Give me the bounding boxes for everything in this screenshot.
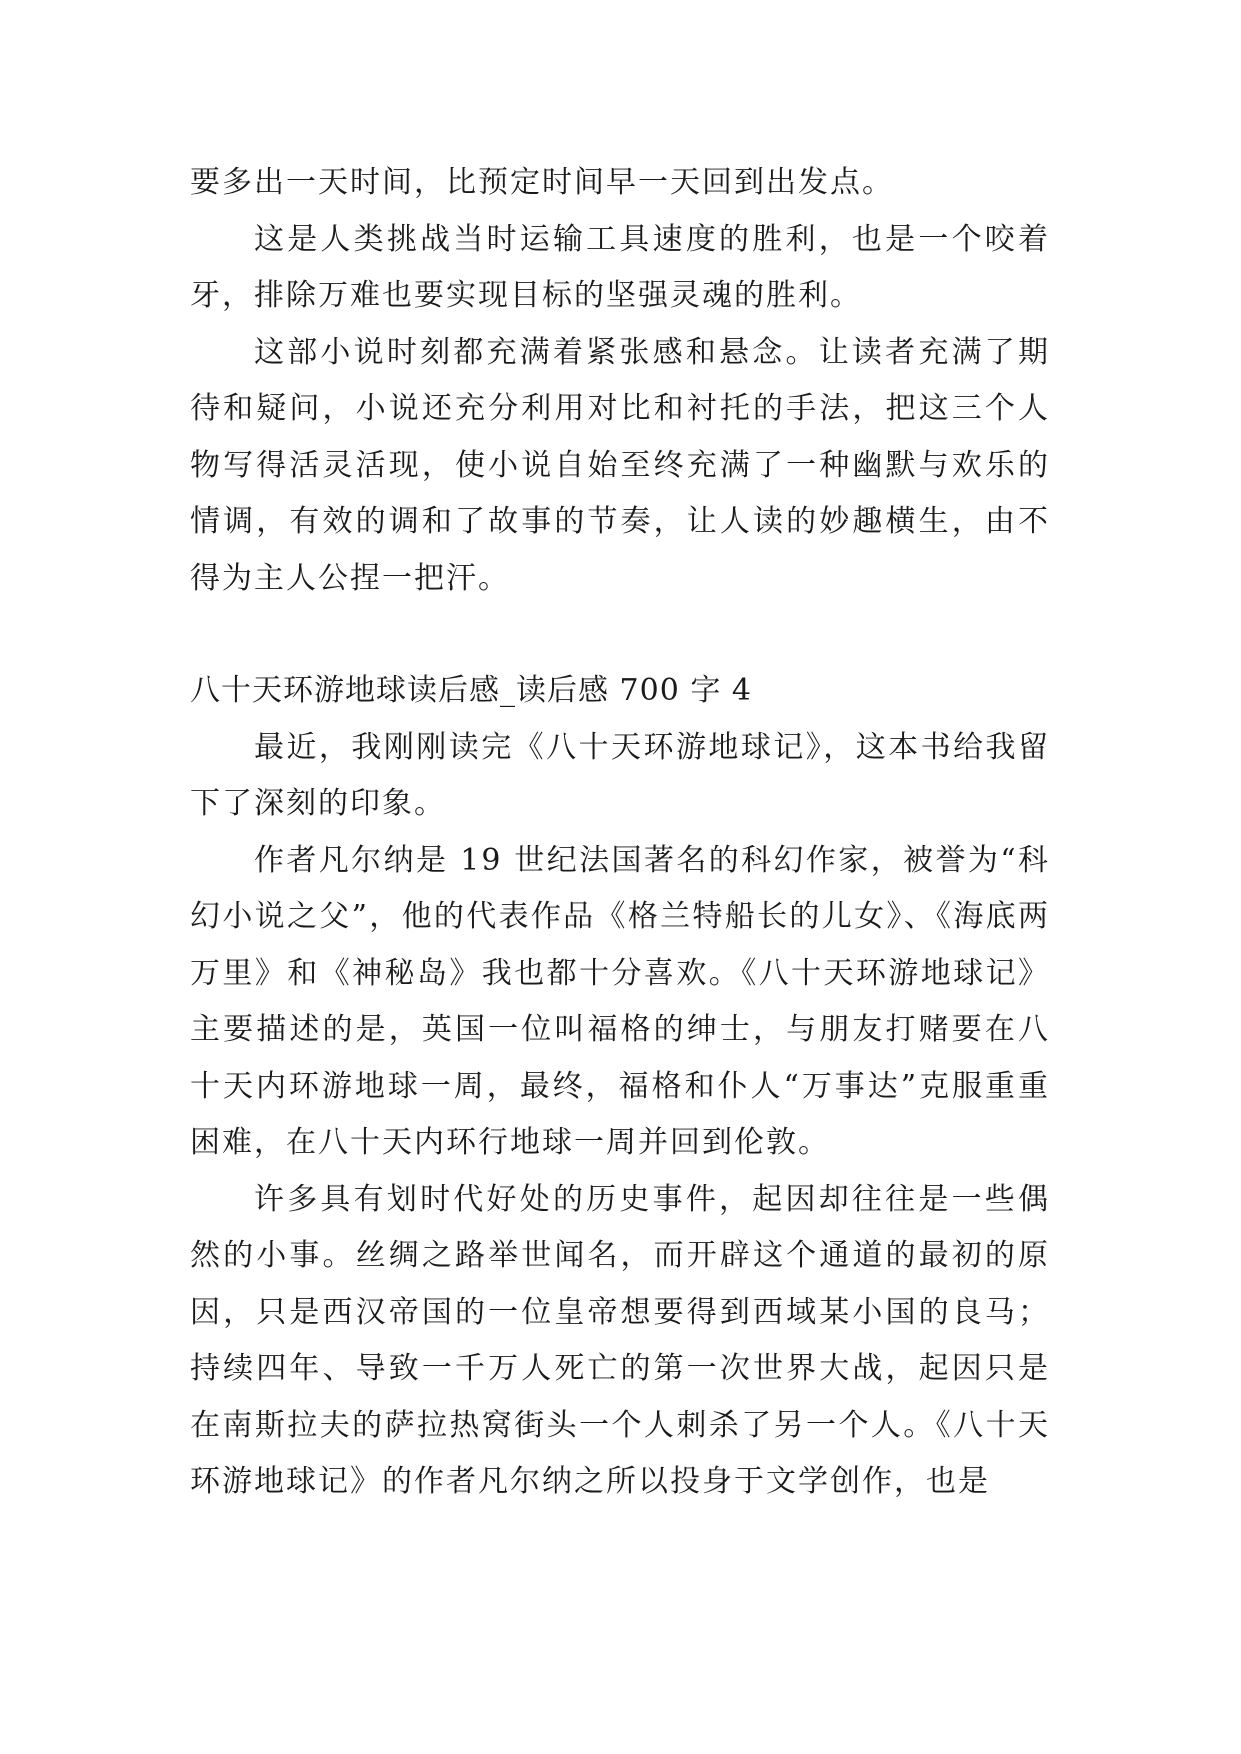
document-body — [190, 155, 1050, 1511]
paragraph-history: 许多具有划时代好处的历史事件，起因却往往是一些偶然的小事。丝绸之路举世闻名，而开辟这个通道的最初的原因，只是西汉帝国的一位皇帝想要得到西域某小国的良马；持续四年、导致一千万人死亡的第一次世界大战，起因只是在南斯拉夫的萨拉热窝街头一个人刺杀了另一个人。《八十天环游地球记》的作者凡尔纳之所以投身于文学创作，也是 — [190, 1181, 1050, 1499]
paragraph-author: 作者凡尔纳是 19 世纪法国著名的科幻作家，被誉为“科幻小说之父”，他的代表作品《格兰特船长的儿女》、《海底两万里》和《神秘岛》我也都十分喜欢。《八十天环游地球记》主要描述的是，英国一位叫福格的绅士，与朋友打赌要在八十天内环游地球一周，最终，福格和仆人“万事达”克服重重困难，在八十天内环行地球一周并回到伦敦。 — [190, 842, 1050, 1160]
paragraph-suspense: 这部小说时刻都充满着紧张感和悬念。让读者充满了期待和疑问，小说还充分利用对比和衬托的手法，把这三个人物写得活灵活现，使小说自始至终充满了一种幽默与欢乐的情调，有效的调和了故事的节奏，让人读的妙趣横生，由不得为主人公捏一把汗。 — [190, 334, 1050, 596]
paragraph-continued: 要多出一天时间，比预定时间早一天回到出发点。 — [190, 165, 894, 200]
section-gap — [190, 607, 1050, 663]
section-title: 八十天环游地球读后感_读后感 700 字 4 — [190, 673, 752, 708]
paragraph-victory: 这是人类挑战当时运输工具速度的胜利，也是一个咬着牙，排除万难也要实现目标的坚强灵魂的胜利。 — [190, 221, 1050, 313]
paragraph-intro: 最近，我刚刚读完《八十天环游地球记》，这本书给我留下了深刻的印象。 — [190, 729, 1050, 821]
